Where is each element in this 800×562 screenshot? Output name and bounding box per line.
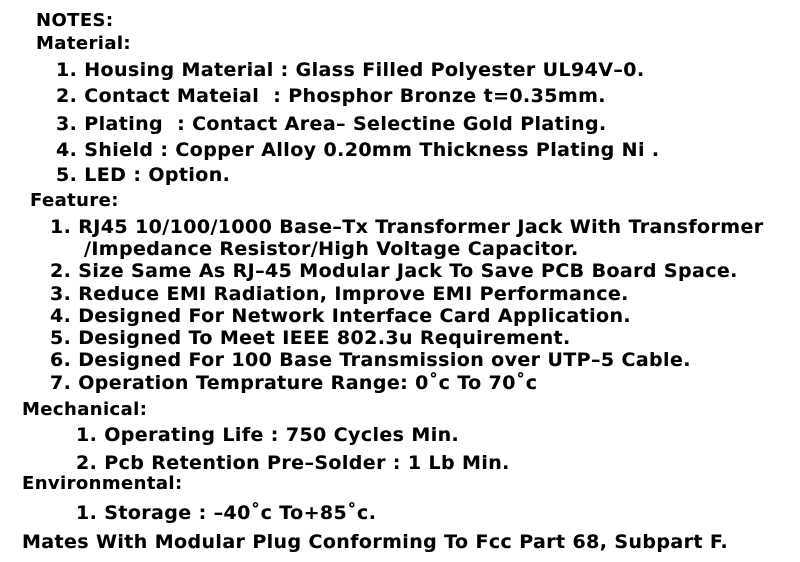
mechanical-item-2: 2. Pcb Retention Pre–Solder : 1 Lb Min. (76, 452, 510, 474)
environmental-item-1: 1. Storage : –40˚c To+85˚c. (76, 502, 377, 524)
feature-item-7: 7. Operation Temprature Range: 0˚c To 70˚c (50, 372, 538, 394)
mechanical-item-1: 1. Operating Life : 750 Cycles Min. (76, 424, 460, 446)
material-heading: Material: (36, 33, 132, 54)
environmental-heading: Environmental: (22, 473, 183, 494)
feature-item-5: 5. Designed To Meet IEEE 802.3u Requirement. (50, 327, 571, 349)
footer-note: Mates With Modular Plug Conforming To Fcc Part 68, Subpart F. (22, 531, 729, 553)
feature-heading: Feature: (30, 190, 119, 211)
feature-item-6: 6. Designed For 100 Base Transmission over UTP–5 Cable. (50, 349, 691, 371)
feature-item-1: 1. RJ45 10/100/1000 Base–Tx Transformer Jack With Transformer (50, 216, 764, 238)
feature-item-3: 3. Reduce EMI Radiation, Improve EMI Performance. (50, 283, 629, 305)
material-item-2: 2. Contact Mateial : Phosphor Bronze t=0.35mm. (56, 85, 606, 107)
mechanical-heading: Mechanical: (22, 399, 148, 420)
notes-title: NOTES: (36, 10, 114, 31)
material-item-1: 1. Housing Material : Glass Filled Polyester UL94V–0. (56, 59, 645, 81)
feature-item-2: 2. Size Same As RJ–45 Modular Jack To Save PCB Board Space. (50, 260, 738, 282)
material-item-3: 3. Plating : Contact Area– Selectine Gold Plating. (56, 113, 607, 135)
material-item-4: 4. Shield : Copper Alloy 0.20mm Thickness Plating Ni . (56, 139, 660, 161)
feature-item-1-continued: /Impedance Resistor/High Voltage Capacitor. (84, 238, 579, 260)
feature-item-4: 4. Designed For Network Interface Card Application. (50, 305, 632, 327)
material-item-5: 5. LED : Option. (56, 164, 231, 186)
